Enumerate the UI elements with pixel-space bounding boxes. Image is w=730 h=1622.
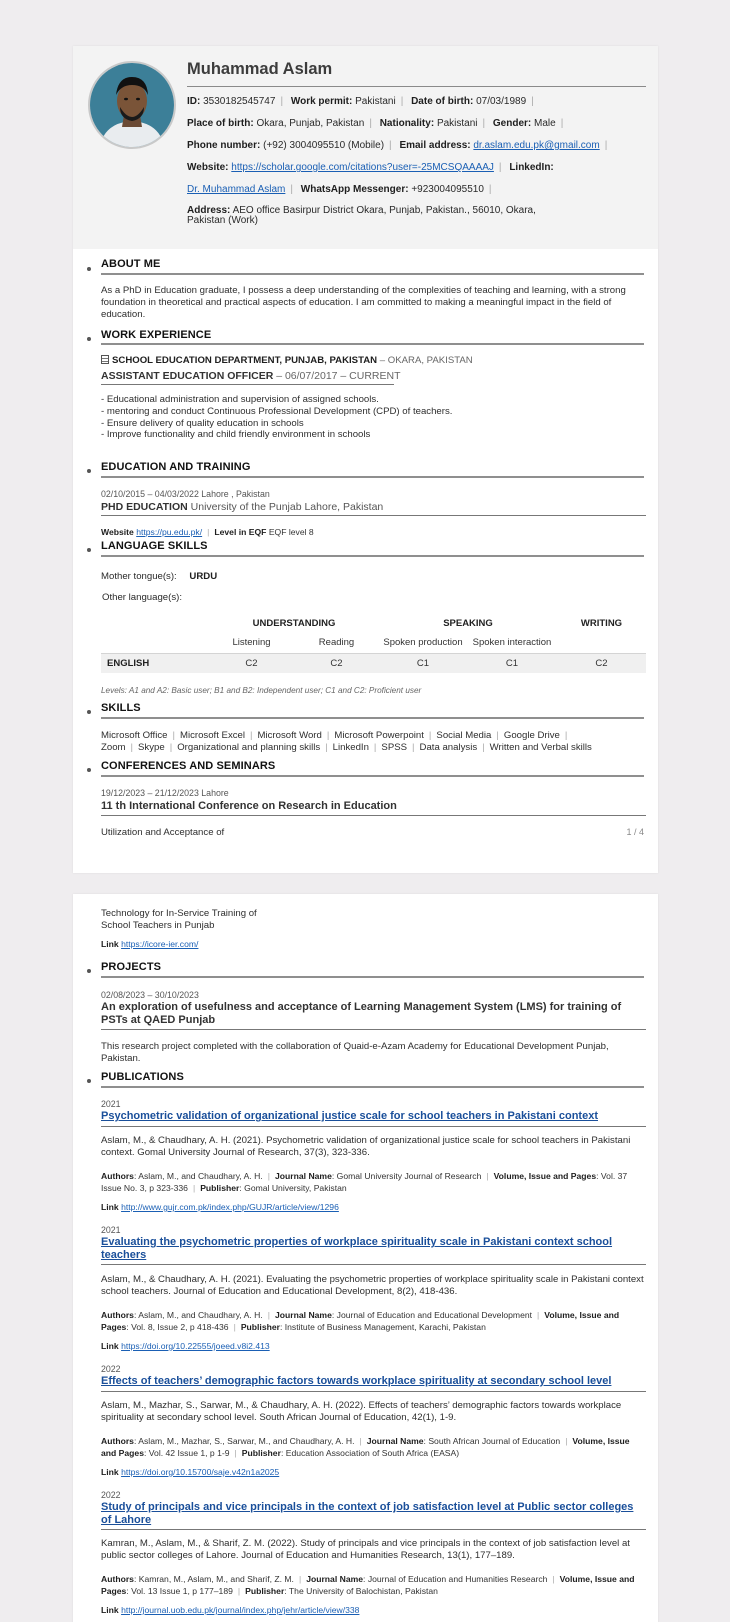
education-degree-row xyxy=(101,501,383,513)
linkedin-link[interactable]: Dr. Muhammad Aslam xyxy=(187,184,286,195)
work-employer-row xyxy=(101,355,473,366)
profile-name: Muhammad Aslam xyxy=(187,60,333,78)
conference-dates: 19/12/2023 – 21/12/2023 Lahore xyxy=(101,788,229,798)
language-name: ENGLISH xyxy=(101,653,209,673)
pub-underline xyxy=(101,1264,646,1265)
project-desc: This research project completed with the collaboration of Quaid-e-Azam Academy for Educational Development Punjab, Pakistan. xyxy=(101,1041,609,1064)
education-title: EDUCATION AND TRAINING xyxy=(101,461,251,473)
pub-link-row: Link http://www.gujr.com.pk/index.php/GUJR/article/view/1296 xyxy=(101,1202,339,1212)
subhead-listening: Listening xyxy=(232,637,271,649)
pub-meta: Authors: Aslam, M., Mazhar, S., Sarwar, M., and Chaudhary, A. H. | Journal Name: South African Journal of Education | Volume, Issue and Pages: Vol. 42 Issue 1, p 1-9 | Publisher: Education Association of South Africa (EASA) xyxy=(101,1436,630,1458)
section-bullet xyxy=(87,710,91,714)
avatar xyxy=(88,61,176,149)
work-duties xyxy=(101,394,646,441)
duty-item: - Ensure delivery of quality education in schools xyxy=(101,417,304,429)
level-spoken-production: C1 xyxy=(379,653,467,673)
section-bullet xyxy=(87,337,91,341)
profile-row-linkedin: Dr. Muhammad Aslam | WhatsApp Messenger: +923004095510 | xyxy=(187,184,492,195)
subhead-reading: Reading xyxy=(318,637,355,649)
section-bullet xyxy=(87,548,91,552)
education-degree: PHD EDUCATION xyxy=(101,501,188,513)
publications-title: PUBLICATIONS xyxy=(101,1071,184,1083)
pub-title xyxy=(101,1110,646,1123)
pub-year: 2022 xyxy=(101,1490,121,1500)
profile-row-birth: Place of birth: Okara, Punjab, Pakistan | Nationality: Pakistani | Gender: Male | xyxy=(187,118,564,129)
pub-year: 2021 xyxy=(101,1099,121,1109)
conference-link[interactable]: https://icore-ier.com/ xyxy=(121,939,199,949)
about-text: As a PhD in Education graduate, I possess a deep understanding of the complexities of teaching and learning, with a strong foundation in theoretical and practical aspects of education. I am committed to making a meaningful impact in the field of education. xyxy=(101,285,626,320)
work-role-row xyxy=(101,370,401,382)
group-speaking: SPEAKING xyxy=(443,617,493,629)
address-value: AEO office Basirpur District Okara, Punjab, Pakistan., 56010, Okara, Pakistan (Work) xyxy=(187,205,536,226)
education-website-link[interactable]: https://pu.edu.pk/ xyxy=(136,527,203,537)
work-permit-value: Pakistani xyxy=(355,96,396,107)
name-divider xyxy=(187,86,646,87)
pub-underline xyxy=(101,1391,646,1392)
dob-value: 07/03/1989 xyxy=(476,96,527,107)
profile-row-address: Address: AEO office Basirpur District Okara, Punjab, Pakistan., 56010, Okara, Pakistan (Work) xyxy=(187,205,536,226)
pub-title xyxy=(101,1501,646,1526)
whatsapp-value: +923004095510 xyxy=(411,184,484,195)
pub-underline xyxy=(101,1126,646,1127)
pub-citation: Aslam, M., & Chaudhary, A. H. (2021). Evaluating the psychometric properties of workplace spirituality scale in Pakistani context school teachers. Journal of Education and Educational Development, 8(2), 418-436. xyxy=(101,1274,644,1297)
pub-citation: Aslam, M., Mazhar, S., Sarwar, M., & Chaudhary, A. H. (2022). Effects of teachers’ demographic factors towards workplace spirituality at secondary school level. South African Journal of Education, 42(1), 1-9. xyxy=(101,1400,622,1423)
pub-link[interactable]: http://www.gujr.com.pk/index.php/GUJR/article/view/1296 xyxy=(121,1202,339,1212)
section-bullet xyxy=(87,768,91,772)
section-bullet xyxy=(87,1079,91,1083)
pub-underline xyxy=(101,1529,646,1530)
pub-citation: Kamran, M., Aslam, M., & Sharif, Z. M. (2022). Study of principals and vice principals in the context of job satisfaction level at public sector colleges of Lahore. Journal of Education and Humanities Research, 13(1), 177–189. xyxy=(101,1538,630,1561)
pob-value: Okara, Punjab, Pakistan xyxy=(256,118,365,129)
section-divider xyxy=(101,343,644,345)
profile-row-website: Website: https://scholar.google.com/citations?user=-25MCSQAAAAJ | LinkedIn: xyxy=(187,162,554,173)
pub-meta: Authors: Aslam, M., and Chaudhary, A. H. | Journal Name: Gomal University Journal of Research | Volume, Issue and Pages: Vol. 37 Issue No. 3, p 323-336 | Publisher: Gomal University, Pakistan xyxy=(101,1171,628,1193)
subhead-spoken-interaction: Spoken interaction xyxy=(472,637,552,649)
conference-link-row: Link https://icore-ier.com/ xyxy=(101,939,199,949)
level-spoken-interaction: C1 xyxy=(467,653,557,673)
section-bullet xyxy=(87,469,91,473)
role-underline xyxy=(101,384,394,385)
group-writing: WRITING xyxy=(580,617,623,629)
section-divider xyxy=(101,976,644,978)
pub-title-link[interactable]: Study of principals and vice principals in the context of job satisfaction level at Public sector colleges of Lahore xyxy=(101,1501,634,1526)
section-divider xyxy=(101,717,644,719)
gender-value: Male xyxy=(534,118,556,129)
project-name: An exploration of usefulness and acceptance of Learning Management System (LMS) for training of PSTs at QAED Punjab xyxy=(101,1001,622,1026)
profile-row-contact: Phone number: (+92) 3004095510 (Mobile) | Email address: dr.aslam.edu.pk@gmail.com | xyxy=(187,140,608,151)
level-reading: C2 xyxy=(294,653,379,673)
education-meta: Website https://pu.edu.pk/ | Level in EQF EQF level 8 xyxy=(101,527,314,537)
language-table xyxy=(101,613,646,673)
skills-line-1: Microsoft Office | Microsoft Excel | Microsoft Word | Microsoft Powerpoint | Social Media | Google Drive | xyxy=(101,730,568,741)
section-divider xyxy=(101,476,644,478)
education-institution: University of the Punjab Lahore, Pakistan xyxy=(190,501,384,513)
pub-link[interactable]: http://journal.uob.edu.pk/journal/index.php/jehr/article/view/338 xyxy=(121,1605,360,1615)
building-icon xyxy=(101,355,109,364)
conference-name: 11 th International Conference on Research in Education xyxy=(101,800,397,812)
pub-link-row: Link http://journal.uob.edu.pk/journal/index.php/jehr/article/view/338 xyxy=(101,1605,360,1615)
project-dates: 02/08/2023 – 30/10/2023 xyxy=(101,990,199,1000)
cv-page-2 xyxy=(73,894,658,1622)
work-dates: – 06/07/2017 – CURRENT xyxy=(276,370,401,382)
degree-underline xyxy=(101,515,646,516)
pub-link-row: Link https://doi.org/10.22555/joeed.v8i2.413 xyxy=(101,1341,270,1351)
section-divider xyxy=(101,1086,644,1088)
duty-item: - mentoring and conduct Continuous Professional Development (CPD) of teachers. xyxy=(101,405,453,417)
mother-tongue-value: URDU xyxy=(189,571,218,582)
conference-underline xyxy=(101,815,646,816)
conferences-title: CONFERENCES AND SEMINARS xyxy=(101,760,276,772)
education-dates: 02/10/2015 – 04/03/2022 Lahore , Pakistan xyxy=(101,489,270,499)
duty-item: - Educational administration and supervision of assigned schools. xyxy=(101,394,379,405)
work-role: ASSISTANT EDUCATION OFFICER xyxy=(101,370,274,382)
website-link[interactable]: https://scholar.google.com/citations?user=-25MCSQAAAAJ xyxy=(231,162,494,173)
skills-line-2: Zoom | Skype | Organizational and planning skills | LinkedIn | SPSS | Data analysis | Written and Verbal skills xyxy=(101,742,592,753)
work-title: WORK EXPERIENCE xyxy=(101,329,212,341)
section-bullet xyxy=(87,969,91,973)
other-languages-label: Other language(s): xyxy=(102,592,182,603)
cv-page-1 xyxy=(73,46,658,873)
email-link[interactable]: dr.aslam.edu.pk@gmail.com xyxy=(473,140,600,151)
pub-link-row: Link https://doi.org/10.15700/saje.v42n1a2025 xyxy=(101,1467,280,1477)
eqf-value: EQF level 8 xyxy=(268,527,314,537)
language-levels-note: Levels: A1 and A2: Basic user; B1 and B2: Independent user; C1 and C2: Proficient user xyxy=(101,686,422,695)
languages-title: LANGUAGE SKILLS xyxy=(101,540,208,552)
pub-meta: Authors: Kamran, M., Aslam, M., and Sharif, Z. M. | Journal Name: Journal of Education and Humanities Research | Volume, Issue and Pages: Vol. 13 Issue 1, p 177–189 | Publisher: The University of Balochistan, Pakistan xyxy=(101,1574,635,1596)
mother-tongue-row xyxy=(101,571,217,582)
pub-citation: Aslam, M., & Chaudhary, A. H. (2021). Psychometric validation of organizational justice scale for school teachers in Pakistani context. Gomal University Journal of Research, 37(3), 323-336. xyxy=(101,1135,631,1158)
section-divider xyxy=(101,775,644,777)
id-value: 3530182545747 xyxy=(203,96,276,107)
profile-row-id: ID: 3530182545747 | Work permit: Pakistani | Date of birth: 07/03/1989 | xyxy=(187,96,534,107)
group-understanding: UNDERSTANDING xyxy=(252,617,336,629)
project-underline xyxy=(101,1029,646,1030)
pub-title-link[interactable]: Evaluating the psychometric properties of workplace spirituality scale in Pakistani context school teachers xyxy=(101,1236,613,1261)
about-title: ABOUT ME xyxy=(101,258,161,270)
page-number: 1 / 4 xyxy=(626,827,644,837)
section-divider xyxy=(101,273,644,275)
subhead-spoken-production: Spoken production xyxy=(383,637,463,649)
work-location: – OKARA, PAKISTAN xyxy=(379,355,473,366)
level-listening: C2 xyxy=(209,653,294,673)
projects-title: PROJECTS xyxy=(101,961,162,973)
language-row xyxy=(101,653,646,673)
level-writing: C2 xyxy=(557,653,646,673)
profile-header xyxy=(73,46,658,249)
conference-desc-start: Utilization and Acceptance of xyxy=(101,827,225,838)
skills-title: SKILLS xyxy=(101,702,141,714)
phone-value: (+92) 3004095510 (Mobile) xyxy=(263,140,385,151)
work-employer: SCHOOL EDUCATION DEPARTMENT, PUNJAB, PAKISTAN xyxy=(112,355,378,366)
pub-title-link[interactable]: Psychometric validation of organizational justice scale for school teachers in Pakistani context xyxy=(101,1110,598,1122)
pub-year: 2022 xyxy=(101,1364,121,1374)
pub-title-link[interactable]: Effects of teachers’ demographic factors towards workplace spirituality at secondary school level xyxy=(101,1375,612,1387)
mother-tongue-label: Mother tongue(s): xyxy=(101,571,177,582)
pub-year: 2021 xyxy=(101,1225,121,1235)
pub-title xyxy=(101,1375,646,1388)
conference-desc-continued: Technology for In-Service Training of School Teachers in Punjab xyxy=(101,908,257,931)
section-bullet xyxy=(87,267,91,271)
pub-meta: Authors: Aslam, M., and Chaudhary, A. H. | Journal Name: Journal of Education and Educational Development | Volume, Issue and Pages: Vol. 8, Issue 2, p 418-436 | Publisher: Institute of Business Management, Karachi, Pakistan xyxy=(101,1310,620,1332)
nationality-value: Pakistani xyxy=(436,118,478,129)
duty-item: - Improve functionality and child friendly environment in schools xyxy=(101,429,371,441)
pub-link[interactable]: https://doi.org/10.22555/joeed.v8i2.413 xyxy=(121,1341,270,1351)
pub-title xyxy=(101,1236,646,1261)
pub-link[interactable]: https://doi.org/10.15700/saje.v42n1a2025 xyxy=(121,1467,280,1477)
section-divider xyxy=(101,555,644,557)
